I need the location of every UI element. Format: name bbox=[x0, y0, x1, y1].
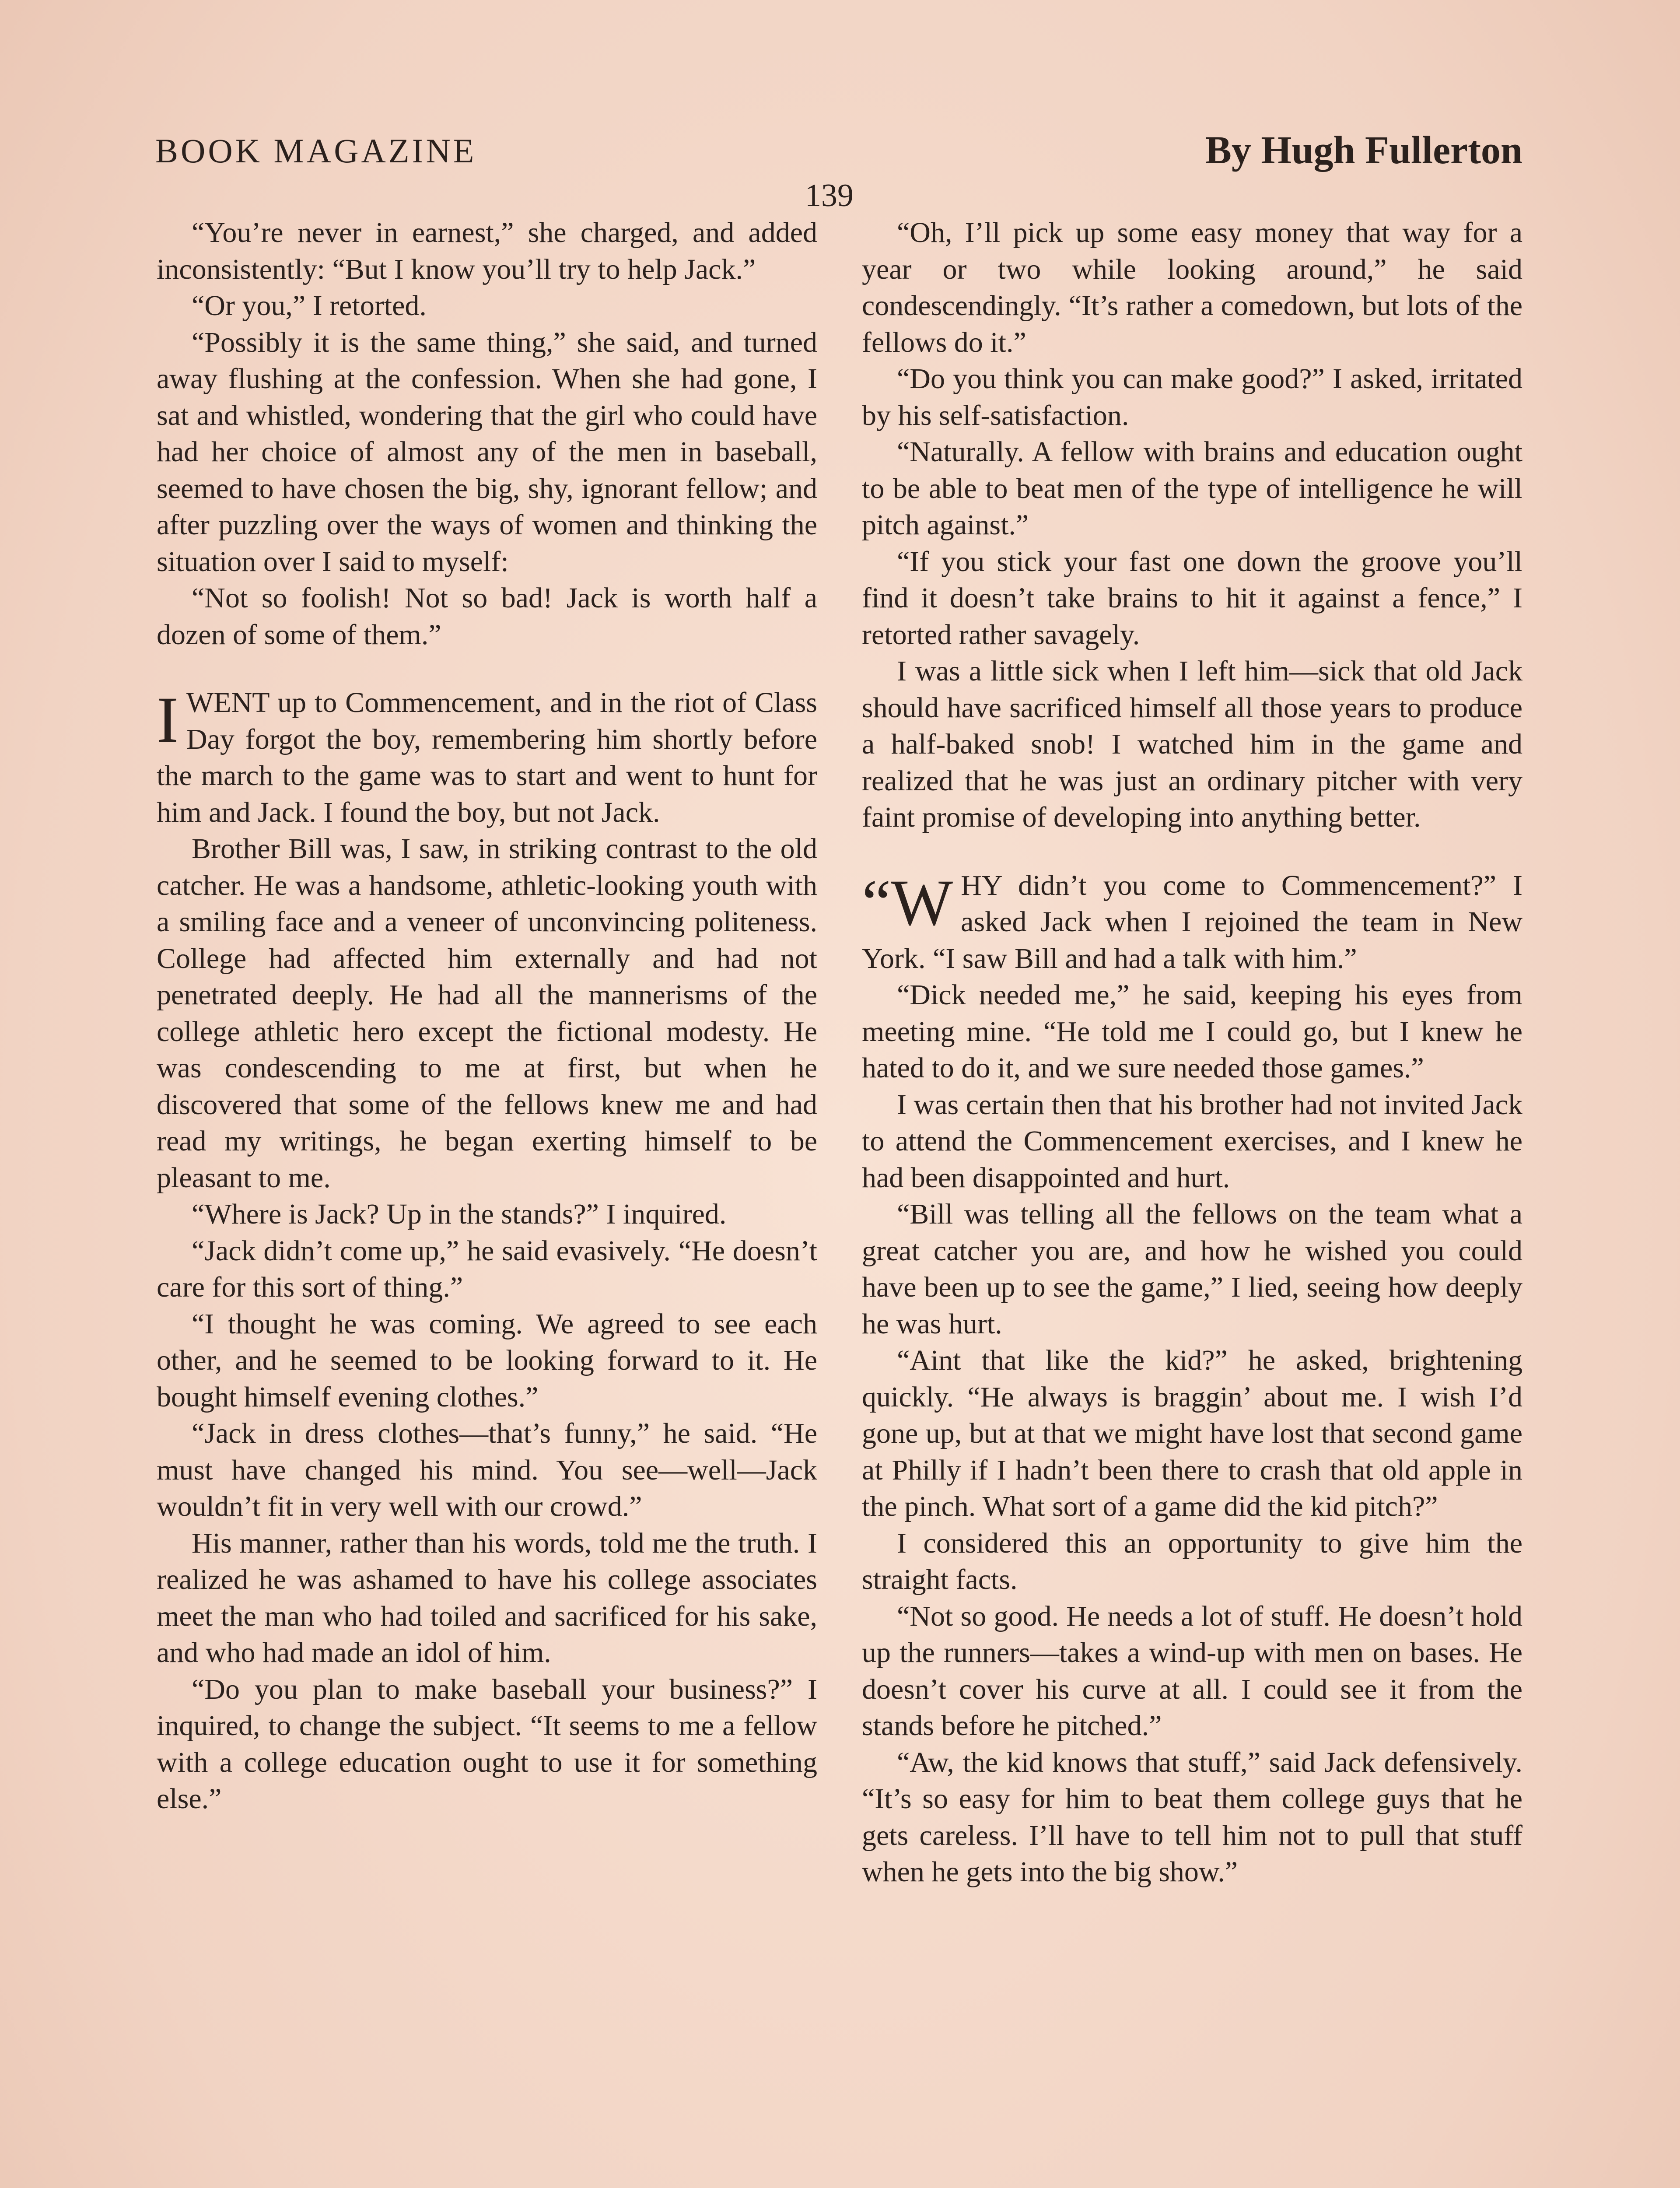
paragraph: “Dick needed me,” he said, keeping his eyes from meeting mine. “He told me I could go, but I knew he hated to do it, and we sure needed those games.” bbox=[862, 979, 1522, 1084]
left-column bbox=[157, 214, 817, 1817]
paragraph: “Bill was telling all the fellows on the team what a great catcher you are, and how he wished you could have been up to see the game,” I lied, seeing how deeply he was hurt. bbox=[862, 1198, 1522, 1340]
section-opening-paragraph bbox=[157, 684, 817, 831]
paragraph: “You’re never in earnest,” she charged, and added inconsistently: “But I know you’ll try to help Jack.” bbox=[157, 217, 817, 285]
paragraph-text: WENT up to Commencement, and in the riot of Class Day forgot the boy, remembering him shortly before the march to the game was to start and went to hunt for him and Jack. I found the boy, but not Jack. bbox=[157, 687, 817, 828]
paragraph: “Possibly it is the same thing,” she said, and turned away flushing at the confession. When she had gone, I sat and whistled, wondering that the girl who could have had her choice of almost any of the men in baseball, seemed to have chosen the big, shy, ignorant fellow; and after puzzling over the ways of women and thinking the situation over I said to myself: bbox=[157, 326, 817, 578]
paragraph: “Or you,” I retorted. bbox=[192, 290, 427, 322]
page-number: 139 bbox=[805, 178, 854, 214]
author-byline: By Hugh Fullerton bbox=[1205, 129, 1522, 172]
drop-cap: I bbox=[157, 684, 178, 756]
paragraph: “Aint that like the kid?” he asked, brightening quickly. “He always is braggin’ about me. I wish I’d gone up, but at that we might have lost that second game at Philly if I hadn’t been there to crash that old apple in the pinch. What sort of a game did the kid pitch?” bbox=[862, 1344, 1522, 1522]
paragraph-text: HY didn’t you come to Commencement?” I asked Jack when I rejoined the team in New York. “I saw Bill and had a talk with him.” bbox=[862, 869, 1522, 975]
paragraph: “Naturally. A fellow with brains and education ought to be able to beat men of the type of intelligence he will pitch against.” bbox=[862, 436, 1522, 541]
magazine-title: BOOK MAGAZINE bbox=[155, 132, 477, 170]
right-column bbox=[862, 214, 1522, 1890]
paragraph: “If you stick your fast one down the groove you’ll find it doesn’t take brains to hit it against a fence,” I retorted rather savagely. bbox=[862, 545, 1522, 651]
paragraph: His manner, rather than his words, told me the truth. I realized he was ashamed to have his college associates meet the man who had toiled and sacrificed for his sake, and who had made an idol of him. bbox=[157, 1527, 817, 1669]
paragraph: Brother Bill was, I saw, in striking contrast to the old catcher. He was a handsome, athletic-looking youth with a smiling face and a veneer of unconvincing politeness. College had affected him externally and had not penetrated deeply. He had all the mannerisms of the college athletic hero except the fictional modesty. He was condescending to me at first, but when he discovered that some of the fellows knew me and had read my writings, he began exerting himself to be pleasant to me. bbox=[157, 833, 817, 1194]
paragraph: “Jack in dress clothes—that’s funny,” he said. “He must have changed his mind. You see—well—Jack wouldn’t fit in very well with our crowd.” bbox=[157, 1417, 817, 1522]
paragraph: “Do you plan to make baseball your business?” I inquired, to change the subject. “It seems to me a fellow with a college education ought to use it for something else.” bbox=[157, 1673, 817, 1815]
drop-cap-letter: W bbox=[891, 866, 953, 939]
paragraph: “Jack didn’t come up,” he said evasively. “He doesn’t care for this sort of thing.” bbox=[157, 1234, 817, 1303]
drop-cap bbox=[862, 866, 953, 939]
paragraph: I was certain then that his brother had not invited Jack to attend the Commencement exercises, and I knew he had been disappointed and hurt. bbox=[862, 1088, 1522, 1194]
paragraph: “Aw, the kid knows that stuff,” said Jack defensively. “It’s so easy for him to beat them college guys that he gets careless. I’ll have to tell him not to pull that stuff when he gets into the big show.” bbox=[862, 1746, 1522, 1888]
paragraph: I considered this an opportunity to give him the straight facts. bbox=[862, 1527, 1522, 1595]
paragraph: I was a little sick when I left him—sick that old Jack should have sacrificed himself all those years to produce a half-baked snob! I watched him in the game and realized that he was just an ordinary pitcher with very faint promise of developing into anything better. bbox=[862, 655, 1522, 833]
paragraph: “Where is Jack? Up in the stands?” I inquired. bbox=[192, 1198, 727, 1230]
section-opening-paragraph bbox=[862, 867, 1522, 977]
paragraph: “Do you think you can make good?” I asked, irritated by his self-satisfaction. bbox=[862, 363, 1522, 431]
paragraph: “Oh, I’ll pick up some easy money that way for a year or two while looking around,” he said condescendingly. “It’s rather a comedown, but lots of the fellows do it.” bbox=[862, 217, 1522, 358]
opening-quote: “ bbox=[862, 866, 891, 939]
paragraph: “Not so foolish! Not so bad! Jack is worth half a dozen of some of them.” bbox=[157, 582, 817, 651]
paragraph: “I thought he was coming. We agreed to see each other, and he seemed to be looking forward to it. He bought himself evening clothes.” bbox=[157, 1308, 817, 1413]
paragraph: “Not so good. He needs a lot of stuff. He doesn’t hold up the runners—takes a wind-up with men on bases. He doesn’t cover his curve at all. I could see it from the stands before he pitched.” bbox=[862, 1600, 1522, 1742]
